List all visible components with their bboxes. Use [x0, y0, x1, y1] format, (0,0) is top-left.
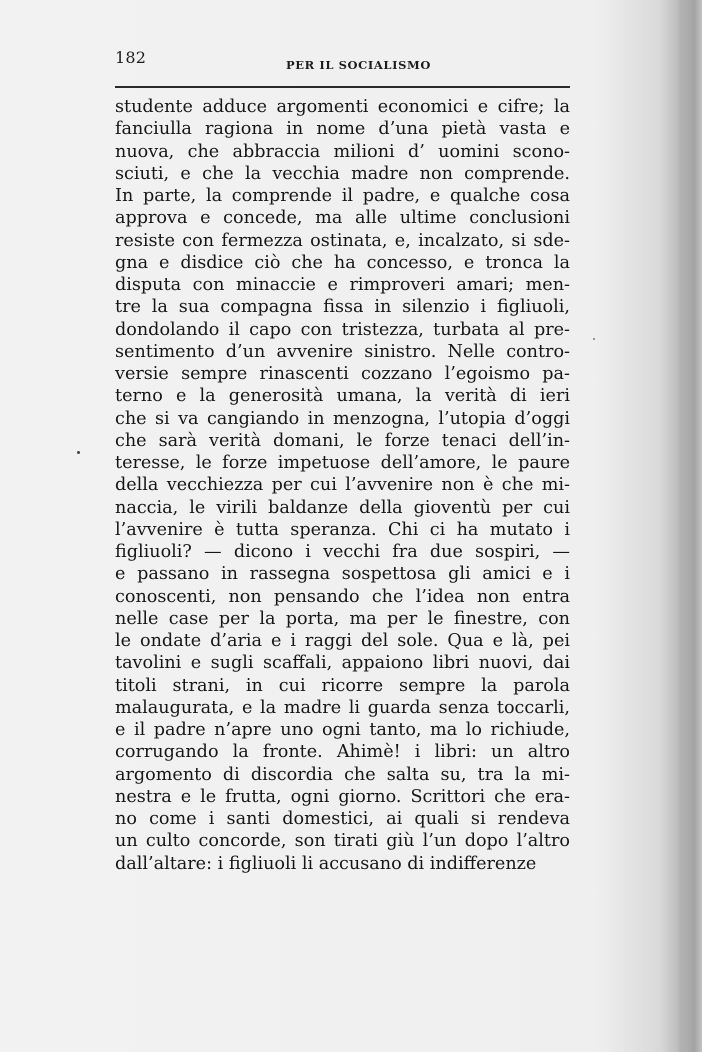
text-line: studente adduce argomenti economici e cifre; la: [115, 97, 570, 117]
ink-speck: [593, 338, 595, 340]
text-line: terno e la generosità umana, la verità di ieri: [115, 386, 570, 407]
text-line: nelle case per la porta, ma per le finestre, con: [115, 608, 570, 629]
text-line: sentimento d’un avvenire sinistro. Nelle contro-: [115, 341, 570, 362]
text-line: malaugurata, e la madre li guarda senza toccarli,: [115, 697, 570, 718]
text-line: disputa con minaccie e rimproveri amari; men-: [115, 275, 570, 295]
text-line: tavolini e sugli scaffali, appaiono libri nuovi, dai: [115, 653, 570, 674]
ink-speck: [77, 451, 80, 454]
text-line: che sarà verità domani, le forze tenaci dell’in-: [115, 430, 570, 451]
text-line: resiste con fermezza ostinata, e, incalzato, si sde-: [115, 230, 570, 251]
text-line: figliuoli? — dicono i vecchi fra due sospiri, —: [115, 542, 570, 562]
text-line: tre la sua compagna fissa in silenzio i figliuoli,: [115, 297, 570, 318]
body-text: [115, 96, 570, 875]
text-line: un culto concorde, son tirati giù l’un dopo l’altro: [115, 831, 570, 852]
text-line: argomento di discordia che salta su, tra la mi-: [115, 764, 570, 785]
text-line: nestra e le frutta, ogni giorno. Scrittori che era-: [115, 786, 570, 807]
text-line: nuova, che abbraccia milioni d’ uomini scono-: [115, 141, 570, 162]
text-line: naccia, le virili baldanze della gioventù per cui: [115, 497, 570, 518]
text-line: conoscenti, non pensando che l’idea non entra: [115, 586, 570, 607]
page-edge-shadow: [676, 0, 702, 1052]
text-line: le ondate d’aria e i raggi del sole. Qua e là, pei: [115, 631, 570, 651]
text-line: In parte, la comprende il padre, e qualche cosa: [115, 186, 570, 206]
running-title: PER IL SOCIALISMO: [286, 58, 431, 72]
page-number: 182: [115, 48, 147, 67]
text-line: dall’altare: i figliuoli li accusano di indifferenze: [115, 853, 537, 874]
text-line: gna e disdice ciò che ha concesso, e tronca la: [115, 252, 570, 273]
text-line: fanciulla ragiona in nome d’una pietà vasta e: [115, 119, 570, 140]
text-line: no come i santi domestici, ai quali si rendeva: [115, 809, 570, 829]
text-line: della vecchiezza per cui l’avvenire non è che mi-: [115, 475, 570, 496]
text-line: approva e concede, ma alle ultime conclusioni: [115, 208, 570, 229]
text-line: l’avvenire è tutta speranza. Chi ci ha mutato i: [115, 519, 570, 540]
text-line: corrugando la fronte. Ahimè! i libri: un altro: [115, 742, 570, 763]
text-line: sciuti, e che la vecchia madre non comprende.: [115, 163, 570, 184]
text-line: titoli strani, in cui ricorre sempre la parola: [115, 675, 570, 696]
page-header: [112, 50, 570, 78]
text-line: dondolando il capo con tristezza, turbata al pre-: [115, 319, 570, 340]
text-line: e il padre n’apre uno ogni tanto, ma lo richiude,: [115, 720, 570, 740]
text-line: versie sempre rinascenti cozzano l’egoismo pa-: [115, 364, 570, 384]
text-line: che si va cangiando in menzogna, l’utopia d’oggi: [115, 408, 570, 429]
text-line: teresse, le forze impetuose dell’amore, le paure: [115, 453, 570, 473]
text-line: e passano in rassegna sospettosa gli amici e i: [115, 564, 570, 585]
header-rule: [115, 86, 570, 88]
